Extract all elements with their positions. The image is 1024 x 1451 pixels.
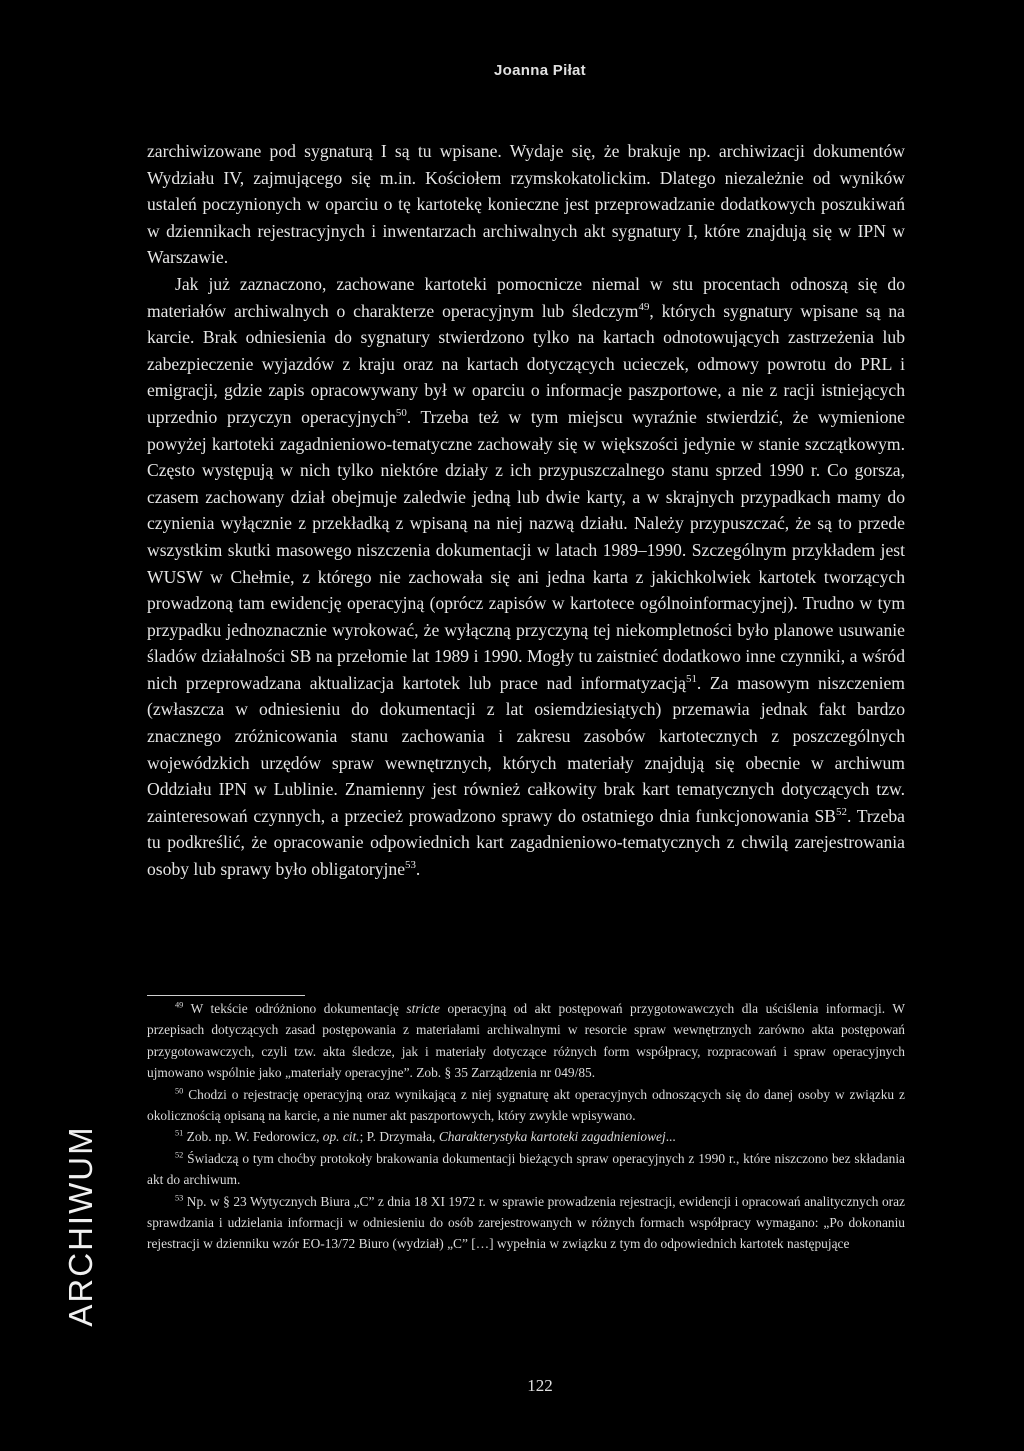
side-label-text: ARCHIWUM bbox=[62, 1125, 99, 1327]
footnote-50 bbox=[147, 1084, 905, 1127]
footnote-53 bbox=[147, 1191, 905, 1255]
paragraph-2-part: . bbox=[415, 859, 421, 880]
footnote-text: operacyjną od akt postępowań przygotowawczych dla uściślenia informacji. W przepisach dotyczących zasad postępowania z materiałami archiwalnymi w resorcie spraw wewnętrznych zarówno akta postępowań przygotowawczych, czyli tzw. akta śledcze, jak i materiały dotyczące różnych form współpracy, rozpracowań i spraw operacyjnych ujmowano wspólnie jako „materiały operacyjne”. Zob. § 35 Zarządzenia nr 049/85. bbox=[147, 1001, 905, 1081]
footnote-ref-51[interactable]: 51 bbox=[686, 673, 697, 686]
paragraph-2-part: . Trzeba też w tym miejscu wyraźnie stwierdzić, że wymienione powyżej kartoteki zagadnieniowo-tematyczne zachowały się w większości jedynie w stanie szczątkowym. Często występują w nich tylko niektóre działy z ich przypuszczalnego stanu sprzed 1990 r. Co gorsza, czasem zachowany dział obejmuje zaledwie jedną lub dwie karty, a w skrajnych przypadkach mamy do czynienia wyłącznie z przekładką z wpisaną na niej nazwą działu. Należy przypuszczać, że są to przede wszystkim skutki masowego niszczenia dokumentacji w latach 1989–1990. Szczególnym przykładem jest WUSW w Chełmie, z którego nie zachowała się ani jedna karta z jakichkolwiek kartotek tworzących prowadzoną tam ewidencję operacyjną (oprócz zapisów w kartotece ogólnoinformacyjnej). Trudno w tym przypadku jednoznacznie wyrokować, że wyłączną przyczyną tej niekompletności było planowe usuwanie śladów działalności SB na przełomie lat 1989 i 1990. Mogły tu zaistnieć dodatkowo inne czynniki, a wśród nich przeprowadzana aktualizacja kartotek lub prace nad informatyzacją bbox=[147, 406, 905, 693]
footnote-ref-52[interactable]: 52 bbox=[836, 805, 847, 818]
footnote-ref-53[interactable]: 53 bbox=[405, 859, 416, 872]
footnote-text: Zob. np. W. Fedorowicz, bbox=[183, 1129, 323, 1145]
footnote-52 bbox=[147, 1148, 905, 1191]
footnote-ref-50[interactable]: 50 bbox=[395, 407, 407, 420]
paragraph-2-part: . Trzeba tu podkreślić, że opracowanie odpowiednich kart zagadnieniowo-tematycznych z chwilą zarejestrowania osoby lub sprawy było obligatoryjne bbox=[147, 805, 905, 880]
page-number: 122 bbox=[527, 1376, 553, 1395]
footnote-text: Np. w § 23 Wytycznych Biura „C” z dnia 18 XI 1972 r. w sprawie prowadzenia rejestracji, ewidencji i opracowań analitycznych oraz sprawdzania i udzielania informacji w odniesieniu do osób zarejestrowanych w różnych formach współpracy wymagano: „Po dokonaniu rejestracji w dzienniku wzór EO-13/72 Biuro (wydział) „C” […] wypełnia w związku z tym do odpowiednich kartotek następujące bbox=[147, 1193, 905, 1252]
main-text bbox=[147, 138, 905, 883]
footnote-51 bbox=[147, 1126, 905, 1147]
paragraph-2-part: Jak już zaznaczono, zachowane kartoteki pomocnicze niemal w stu procentach odnoszą się do materiałów archiwalnych o charakterze operacyjnym lub śledczym bbox=[147, 273, 905, 321]
paragraph-2 bbox=[147, 271, 905, 883]
running-header: Joanna Piłat bbox=[494, 62, 586, 79]
footnote-italic: stricte bbox=[406, 1001, 440, 1016]
footnote-separator bbox=[147, 995, 305, 996]
section-side-label bbox=[46, 1122, 116, 1330]
footnote-text: W tekście odróżniono dokumentację bbox=[183, 1001, 407, 1016]
footnote-number: 51 bbox=[175, 1128, 184, 1138]
footnote-number: 49 bbox=[175, 1000, 184, 1010]
footnote-number: 50 bbox=[175, 1086, 184, 1096]
footnote-number: 52 bbox=[175, 1150, 184, 1160]
footnote-text: Świadczą o tym choćby protokoły brakowania dokumentacji bieżących spraw operacyjnych z 1990 r., które niszczono bez składania akt do archiwum. bbox=[147, 1150, 905, 1188]
footnotes bbox=[147, 998, 905, 1255]
footnote-number: 53 bbox=[175, 1193, 184, 1203]
footnote-text: ; P. Drzymała, bbox=[359, 1129, 439, 1145]
footnote-49 bbox=[147, 998, 905, 1084]
paragraph-2-part: . Za masowym niszczeniem (zwłaszcza w odniesieniu do dokumentacji z lat osiemdziesiątych) przemawia jednak fakt bardzo znacznego zróżnicowania stanu zachowania i zakresu zasobów kartotecznych z poszczególnych wojewódzkich urzędów spraw wewnętrznych, których materiały znajdują się obecnie w archiwum Oddziału IPN w Lublinie. Znamienny jest również całkowity brak kart tematycznych dotyczących tzw. zainteresowań czynnych, a przecież prowadzono sprawy do ostatniego dnia funkcjonowania SB bbox=[147, 672, 905, 826]
footnote-ref-49[interactable]: 49 bbox=[638, 300, 650, 313]
footnote-text: ... bbox=[665, 1129, 676, 1145]
footnote-italic: Charakterystyka kartoteki zagadnieniowej bbox=[438, 1129, 666, 1145]
footnote-italic: op. cit. bbox=[322, 1129, 360, 1145]
paragraph-2-part: , których sygnatury wpisane są na karcie. Brak odniesienia do sygnatury stwierdzono tylko na kartach odnotowujących zastrzeżenia lub zabezpieczenie wyjazdów z kraju oraz na kartach dotyczących ucieczek, odmowy powrotu do PRL i emigracji, gdzie zapis opracowywany był w oparciu o informacje paszportowe, a nie z racji istniejących uprzednio przyczyn operacyjnych bbox=[147, 300, 905, 427]
paragraph-1: zarchiwizowane pod sygnaturą I są tu wpisane. Wydaje się, że brakuje np. archiwizacji dokumentów Wydziału IV, zajmującego się m.in. Kościołem rzymskokatolickim. Dlatego niezależnie od wyników ustaleń poczynionych w oparciu o tę kartotekę konieczne jest przeprowadzanie dodatkowych poszukiwań w dziennikach rejestracyjnych i inwentarzach archiwalnych akt sygnatury I, które znajdują się w IPN w Warszawie. bbox=[147, 141, 905, 268]
footnote-text: Chodzi o rejestrację operacyjną oraz wynikającą z niej sygnaturę akt operacyjnych odnoszących się do danej osoby w związku z okolicznością opisaną na karcie, a nie numer akt paszportowych, który zwykle wpisywano. bbox=[147, 1086, 905, 1124]
